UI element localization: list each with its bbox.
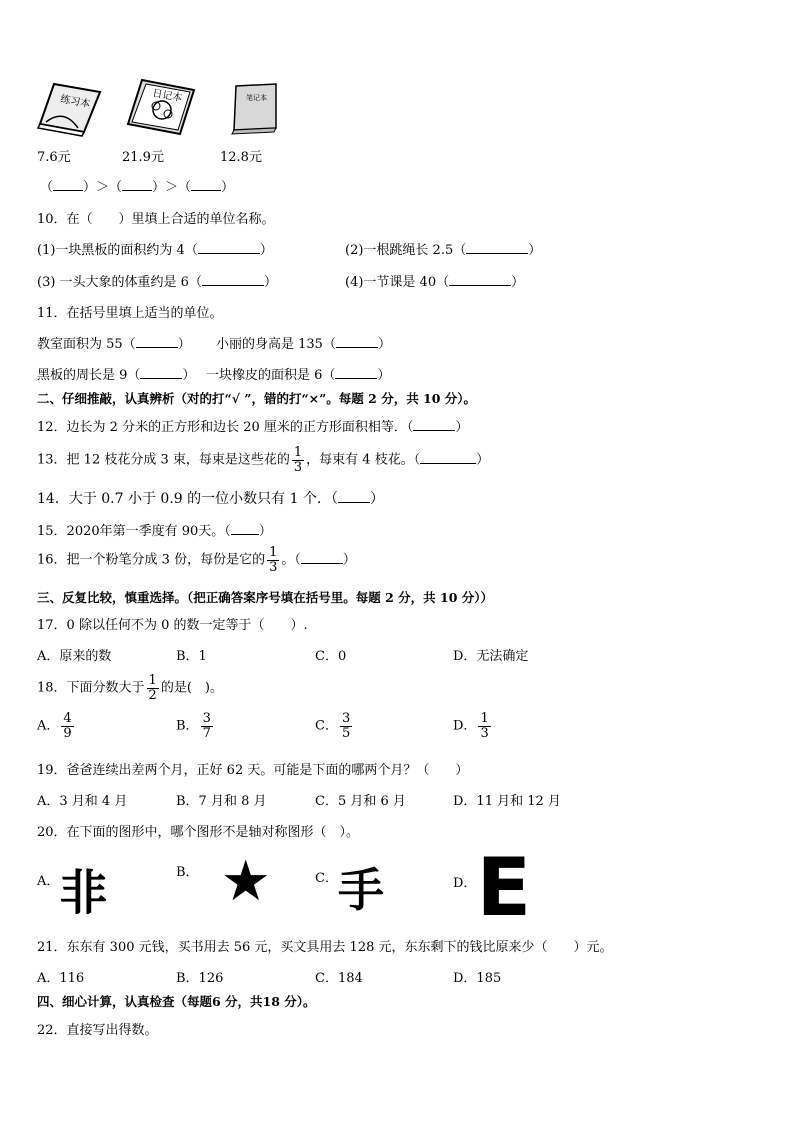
q11-c: 黑板的周长是 9（ ） (37, 368, 196, 383)
fraction: $\frac{1}{2}$ (148, 673, 157, 703)
q19-option-a[interactable]: A．3 月和 4 月 (37, 794, 128, 809)
notebook-image-2 (124, 76, 202, 144)
q11-d: 一块橡皮的面积是 6（ ） (206, 368, 391, 383)
q18-option-d[interactable]: D． $\frac{1}{3}$ (453, 711, 489, 741)
section-4-heading: 四、细心计算，认真检查（每题6 分，共18 分）。 (37, 994, 316, 1009)
q20-option-d[interactable]: D．E (453, 841, 532, 934)
q17-option-a[interactable]: A．原来的数 (37, 649, 112, 664)
q10-d: (4)一节课是 40（ ） (345, 275, 525, 290)
q21-option-d[interactable]: D．185 (453, 971, 502, 986)
q11-a: 教室面积为 55（ ） (37, 337, 191, 352)
answer-blank[interactable] (191, 179, 221, 191)
answer-blank[interactable] (301, 552, 343, 564)
notebook-3-cover: 笔记本 (246, 94, 267, 102)
q17-option-d[interactable]: D．无法确定 (453, 649, 529, 664)
price-1: 7.6元 (37, 150, 71, 165)
star-shape: ★ (220, 849, 271, 914)
fei-character-glyph: 非 (59, 865, 108, 921)
q19-option-c[interactable]: C．5 月和 6 月 (315, 794, 406, 809)
q20-option-b[interactable]: B． ★ (176, 849, 271, 914)
fraction: $\frac{1}{3}$ (269, 545, 278, 575)
answer-blank[interactable] (466, 242, 528, 254)
q16: 16．把一个粉笔分成 3 份，每份是它的 $\frac{1}{3}$ 。（ ） (37, 545, 356, 575)
shou-character-glyph: 手 (337, 863, 384, 917)
q17-option-c[interactable]: C．0 (315, 649, 347, 664)
q14: 14．大于 0.7 小于 0.9 的一位小数只有 1 个．（ ） (37, 491, 384, 507)
q19-option-b[interactable]: B．7 月和 8 月 (176, 794, 267, 809)
answer-blank[interactable] (122, 179, 152, 191)
answer-blank[interactable] (202, 274, 264, 286)
q19-option-d[interactable]: D．11 月和 12 月 (453, 794, 561, 809)
fraction: $\frac{1}{3}$ (293, 445, 303, 475)
price-3: 12.8元 (220, 150, 262, 165)
answer-blank[interactable] (420, 452, 476, 464)
q21-option-a[interactable]: A．116 (37, 971, 85, 986)
q10-a: (1)一块黑板的面积约为 4（ ） (37, 243, 273, 258)
answer-blank[interactable] (198, 242, 260, 254)
answer-blank[interactable] (335, 367, 377, 379)
answer-blank[interactable] (449, 274, 511, 286)
section-3-heading: 三、反复比较，慎重选择。（把正确答案序号填在括号里。每题 2 分，共 10 分）） (37, 590, 494, 605)
q15: 15．2020年第一季度有 90天。（ ） (37, 524, 272, 539)
q22: 22．直接写出得数。 (37, 1023, 158, 1038)
q10-c: (3) 一头大象的体重约是 6（ ） (37, 275, 277, 290)
q20: 20．在下面的图形中，哪个图形不是轴对称图形（ ）。 (37, 825, 360, 840)
q21-option-b[interactable]: B．126 (176, 971, 224, 986)
answer-blank[interactable] (413, 419, 455, 431)
answer-blank[interactable] (336, 336, 378, 348)
q18: 18．下面分数大于 $\frac{1}{2}$ 的是( )。 (37, 673, 223, 703)
price-2: 21.9元 (122, 150, 164, 165)
q18-option-a[interactable]: A． $\frac{4}{9}$ (37, 711, 72, 741)
answer-blank[interactable] (231, 523, 259, 535)
q20-option-c[interactable]: C．手 (315, 863, 384, 917)
q11-b: 小丽的身高是 135（ ） (216, 337, 391, 352)
q21: 21．东东有 300 元钱，买书用去 56 元，买文具用去 128 元，东东剩下的钱比原来少（ ）元。 (37, 940, 613, 955)
q20-option-a[interactable]: A．非 (37, 865, 108, 921)
q18-option-b[interactable]: B． $\frac{3}{7}$ (176, 711, 211, 741)
q21-option-c[interactable]: C．184 (315, 971, 363, 986)
q19: 19．爸爸连续出差两个月，正好 62 天。可能是下面的哪两个月？（ ） (37, 763, 469, 778)
q10-title: 10．在（ ）里填上合适的单位名称。 (37, 212, 275, 227)
q10-b: (2)一根跳绳长 2.5（ ） (345, 243, 542, 258)
letter-e-glyph: E (476, 841, 532, 934)
q13: 13．把 12 枝花分成 3 束，每束是这些花的 $\frac{1}{3}$ ，每束有 4 枝花。（ ） (37, 445, 490, 475)
notebook-image-3 (226, 80, 282, 140)
compare-line: （ ）＞（ ）＞（ ） (40, 180, 235, 195)
notebook-1-cover: 练习本 (59, 94, 91, 111)
q12: 12．边长为 2 分米的正方形和边长 20 厘米的正方形面积相等．（ ） (37, 420, 469, 435)
q17-option-b[interactable]: B．1 (176, 649, 207, 664)
q11-title: 11．在括号里填上适当的单位。 (37, 306, 223, 321)
notebook-2-cover: 日记本 (151, 88, 183, 105)
answer-blank[interactable] (136, 336, 178, 348)
q18-option-c[interactable]: C． $\frac{3}{5}$ (315, 711, 351, 741)
answer-blank[interactable] (53, 179, 83, 191)
answer-blank[interactable] (338, 491, 370, 503)
section-2-heading: 二、仔细推敲，认真辨析（对的打“√ ”，错的打“×”。每题 2 分，共 10 分）。 (37, 391, 477, 406)
q17: 17．0 除以任何不为 0 的数一定等于（ ）. (37, 618, 308, 633)
answer-blank[interactable] (140, 367, 182, 379)
notebook-image-1 (34, 78, 106, 142)
